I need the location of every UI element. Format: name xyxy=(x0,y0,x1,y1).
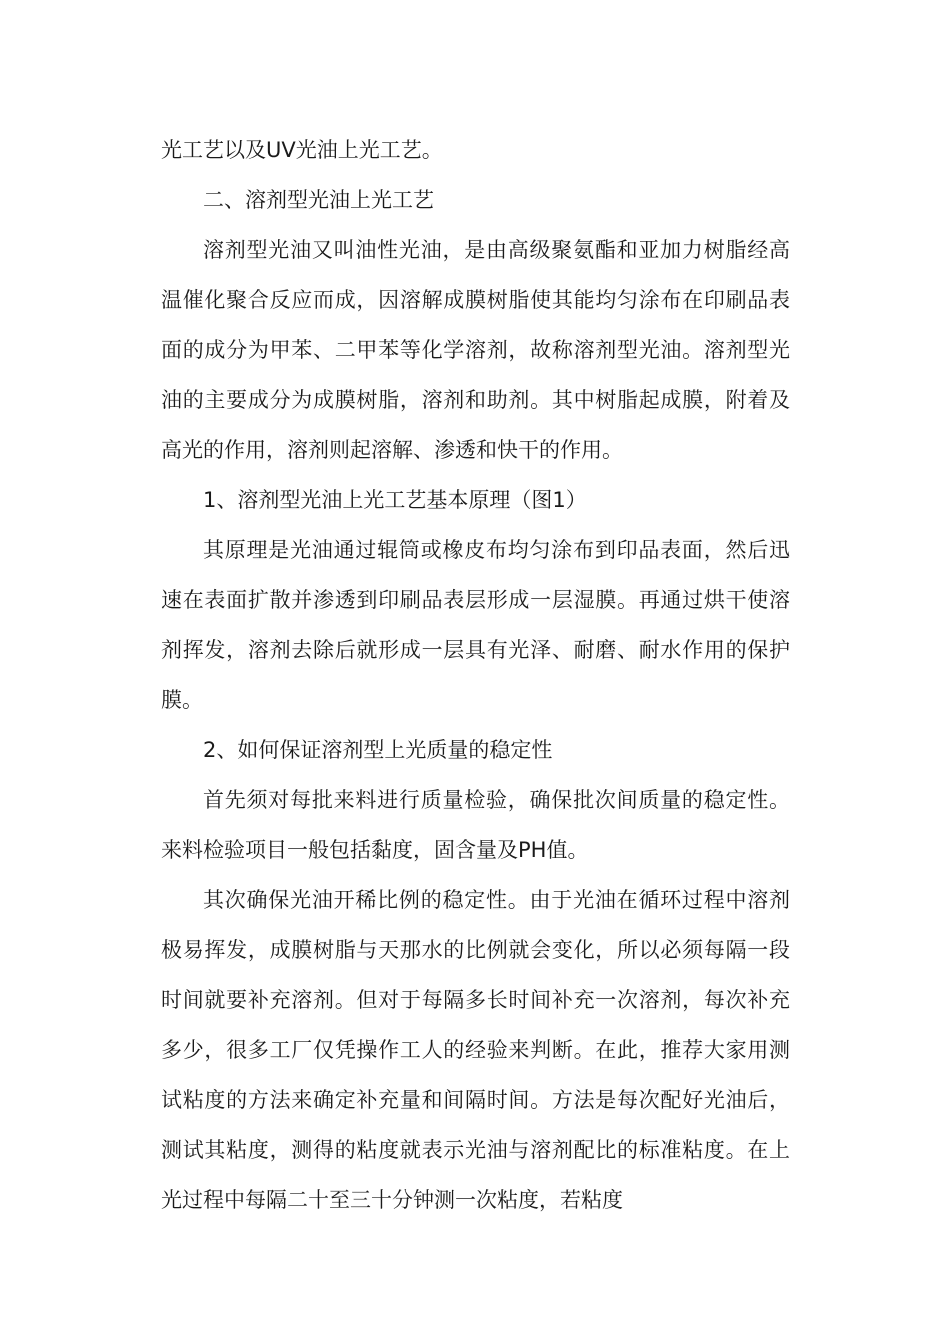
section-heading: 二、溶剂型光油上光工艺 xyxy=(203,188,434,212)
paragraph-dilution: 其次确保光油开稀比例的稳定性。由于光油在循环过程中溶剂极易挥发，成膜树脂与天那水的比例就会变化，所以必须每隔一段时间就要补充溶剂。但对于每隔多长时间补充一次溶剂，每次补充多少，很多工厂仅凭操作工人的经验来判断。在此，推荐大家用测试粘度的方法来确定补充量和间隔时间。方法是每次配好光油后，测试其粘度，测得的粘度就表示光油与溶剂配比的标准粘度。在上光过程中每隔二十至三十分钟测一次粘度，若粘度 xyxy=(161,888,790,1212)
paragraph-continuation: 光工艺以及UV光油上光工艺。 xyxy=(161,138,443,162)
paragraph-intro: 溶剂型光油又叫油性光油，是由高级聚氨酯和亚加力树脂经高温催化聚合反应而成，因溶解成膜树脂使其能均匀涂布在印刷品表面的成分为甲苯、二甲苯等化学溶剂，故称溶剂型光油。溶剂型光油的主要成分为成膜树脂，溶剂和助剂。其中树脂起成膜，附着及高光的作用，溶剂则起溶解、渗透和快干的作用。 xyxy=(161,238,790,462)
document-body xyxy=(161,125,790,1225)
paragraph-principle: 其原理是光油通过辊筒或橡皮布均匀涂布到印品表面，然后迅速在表面扩散并渗透到印刷品表层形成一层湿膜。再通过烘干使溶剂挥发，溶剂去除后就形成一层具有光泽、耐磨、耐水作用的保护膜。 xyxy=(161,538,790,712)
subheading-principle: 1、溶剂型光油上光工艺基本原理（图1） xyxy=(203,488,587,512)
paragraph-inspection: 首先须对每批来料进行质量检验，确保批次间质量的稳定性。来料检验项目一般包括黏度，固含量及PH值。 xyxy=(161,788,790,862)
subheading-stability: 2、如何保证溶剂型上光质量的稳定性 xyxy=(203,738,553,762)
